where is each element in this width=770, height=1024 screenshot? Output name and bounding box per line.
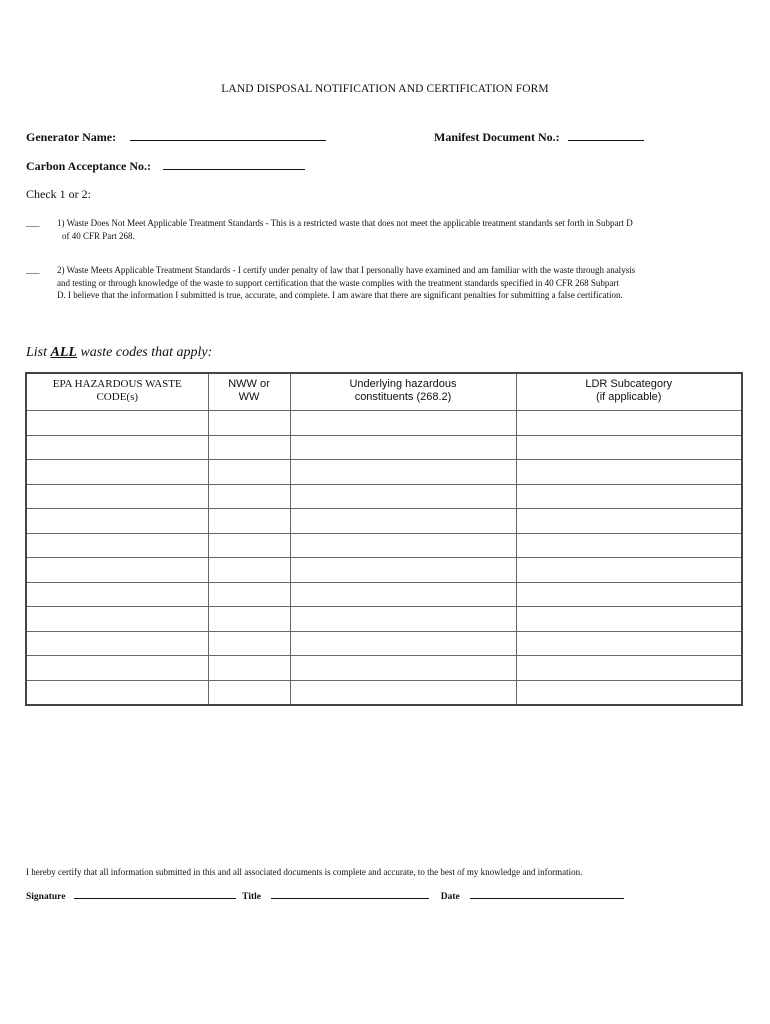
carbon-label: Carbon Acceptance No.: [26,159,151,173]
title-field[interactable] [271,890,429,899]
signature-field[interactable] [74,890,236,899]
table-cell[interactable] [290,607,516,632]
option2-checkbox[interactable]: ___ [26,265,40,275]
check-instruction: Check 1 or 2: [26,187,91,201]
table-cell[interactable] [516,411,742,436]
table-row [26,680,742,705]
table-cell[interactable] [208,484,290,509]
table-cell[interactable] [290,631,516,656]
header-nww-ww: NWW or WW [208,373,290,411]
table-cell[interactable] [290,484,516,509]
table-cell[interactable] [208,656,290,681]
option2-line1: 2) Waste Meets Applicable Treatment Standards - I certify under penalty of law that I personally have examined and am familiar with the waste through analysis [57,265,636,275]
table-cell[interactable] [26,484,208,509]
table-row [26,411,742,436]
header-constituents: Underlying hazardous constituents (268.2) [290,373,516,411]
table-cell[interactable] [26,509,208,534]
table-cell[interactable] [290,435,516,460]
table-cell[interactable] [516,656,742,681]
waste-codes-table [25,372,743,706]
table-cell[interactable] [26,460,208,485]
table-cell[interactable] [208,509,290,534]
carbon-field[interactable] [163,158,305,170]
table-cell[interactable] [290,460,516,485]
table-cell[interactable] [26,558,208,583]
table-cell[interactable] [26,680,208,705]
date-field[interactable] [470,890,624,899]
table-cell[interactable] [290,509,516,534]
option2-line3: D. I believe that the information I submitted is true, accurate, and complete. I am aware that there are significant penalties for submitting a false certification. [57,290,623,300]
table-cell[interactable] [290,533,516,558]
manifest-label: Manifest Document No.: [434,130,560,144]
table-cell[interactable] [208,411,290,436]
table-cell[interactable] [516,631,742,656]
header-epa-code: EPA HAZARDOUS WASTE CODE(s) [26,373,208,411]
table-cell[interactable] [516,582,742,607]
option1-line2: of 40 CFR Part 268. [62,230,135,241]
table-cell[interactable] [516,533,742,558]
table-row [26,460,742,485]
table-cell[interactable] [208,582,290,607]
table-cell[interactable] [208,435,290,460]
table-cell[interactable] [516,607,742,632]
option1-text [57,217,717,242]
table-cell[interactable] [26,607,208,632]
certification-statement: I hereby certify that all information submitted in this and all associated documents is complete and accurate, to the best of my knowledge and information. [26,867,583,877]
option1-line1: 1) Waste Does Not Meet Applicable Treatment Standards - This is a restricted waste that does not meet the applicable treatment standards set forth in Subpart D [57,218,633,228]
signature-row [26,890,624,902]
table-row [26,607,742,632]
table-cell[interactable] [516,435,742,460]
table-cell[interactable] [208,460,290,485]
table-row [26,558,742,583]
carbon-row [26,157,305,175]
table-row [26,484,742,509]
table-cell[interactable] [26,582,208,607]
list-heading-prefix: List [26,345,51,360]
option1-checkbox[interactable]: ___ [26,218,40,228]
table-cell[interactable] [516,460,742,485]
table-cell[interactable] [208,607,290,632]
form-title: LAND DISPOSAL NOTIFICATION AND CERTIFICATION FORM [221,83,549,95]
generator-name-label: Generator Name: [26,130,117,144]
table-cell[interactable] [516,680,742,705]
table-row [26,656,742,681]
table-row [26,582,742,607]
table-cell[interactable] [516,558,742,583]
table-cell[interactable] [516,509,742,534]
table-cell[interactable] [26,533,208,558]
table-header-row [26,373,742,411]
table-cell[interactable] [208,558,290,583]
table-cell[interactable] [290,680,516,705]
table-body [26,411,742,706]
table-cell[interactable] [26,631,208,656]
list-heading-suffix: waste codes that apply: [76,345,213,360]
table-row [26,631,742,656]
table-cell[interactable] [290,656,516,681]
generator-name-row [26,128,326,146]
generator-name-field[interactable] [130,129,326,141]
table-cell[interactable] [208,533,290,558]
table-cell[interactable] [26,411,208,436]
table-cell[interactable] [26,435,208,460]
table-cell[interactable] [208,631,290,656]
manifest-row [434,128,644,146]
table-cell[interactable] [516,484,742,509]
header-ldr-subcategory: LDR Subcategory (if applicable) [516,373,742,411]
title-label: Title [242,892,261,902]
table-row [26,509,742,534]
table-cell[interactable] [26,656,208,681]
table-row [26,533,742,558]
table-cell[interactable] [290,582,516,607]
manifest-field[interactable] [568,129,644,141]
table-row [26,435,742,460]
list-heading-emphasis: ALL [50,345,77,360]
option2-text [57,264,727,302]
table-cell[interactable] [208,680,290,705]
table-cell[interactable] [290,411,516,436]
table-cell[interactable] [290,558,516,583]
option2-line2: and testing or through knowledge of the waste to support certification that the waste complies with the treatment standards specified in 40 CFR 268 Subpart [57,277,619,288]
list-heading [26,345,212,361]
date-label: Date [440,892,460,902]
signature-label: Signature [26,892,66,902]
